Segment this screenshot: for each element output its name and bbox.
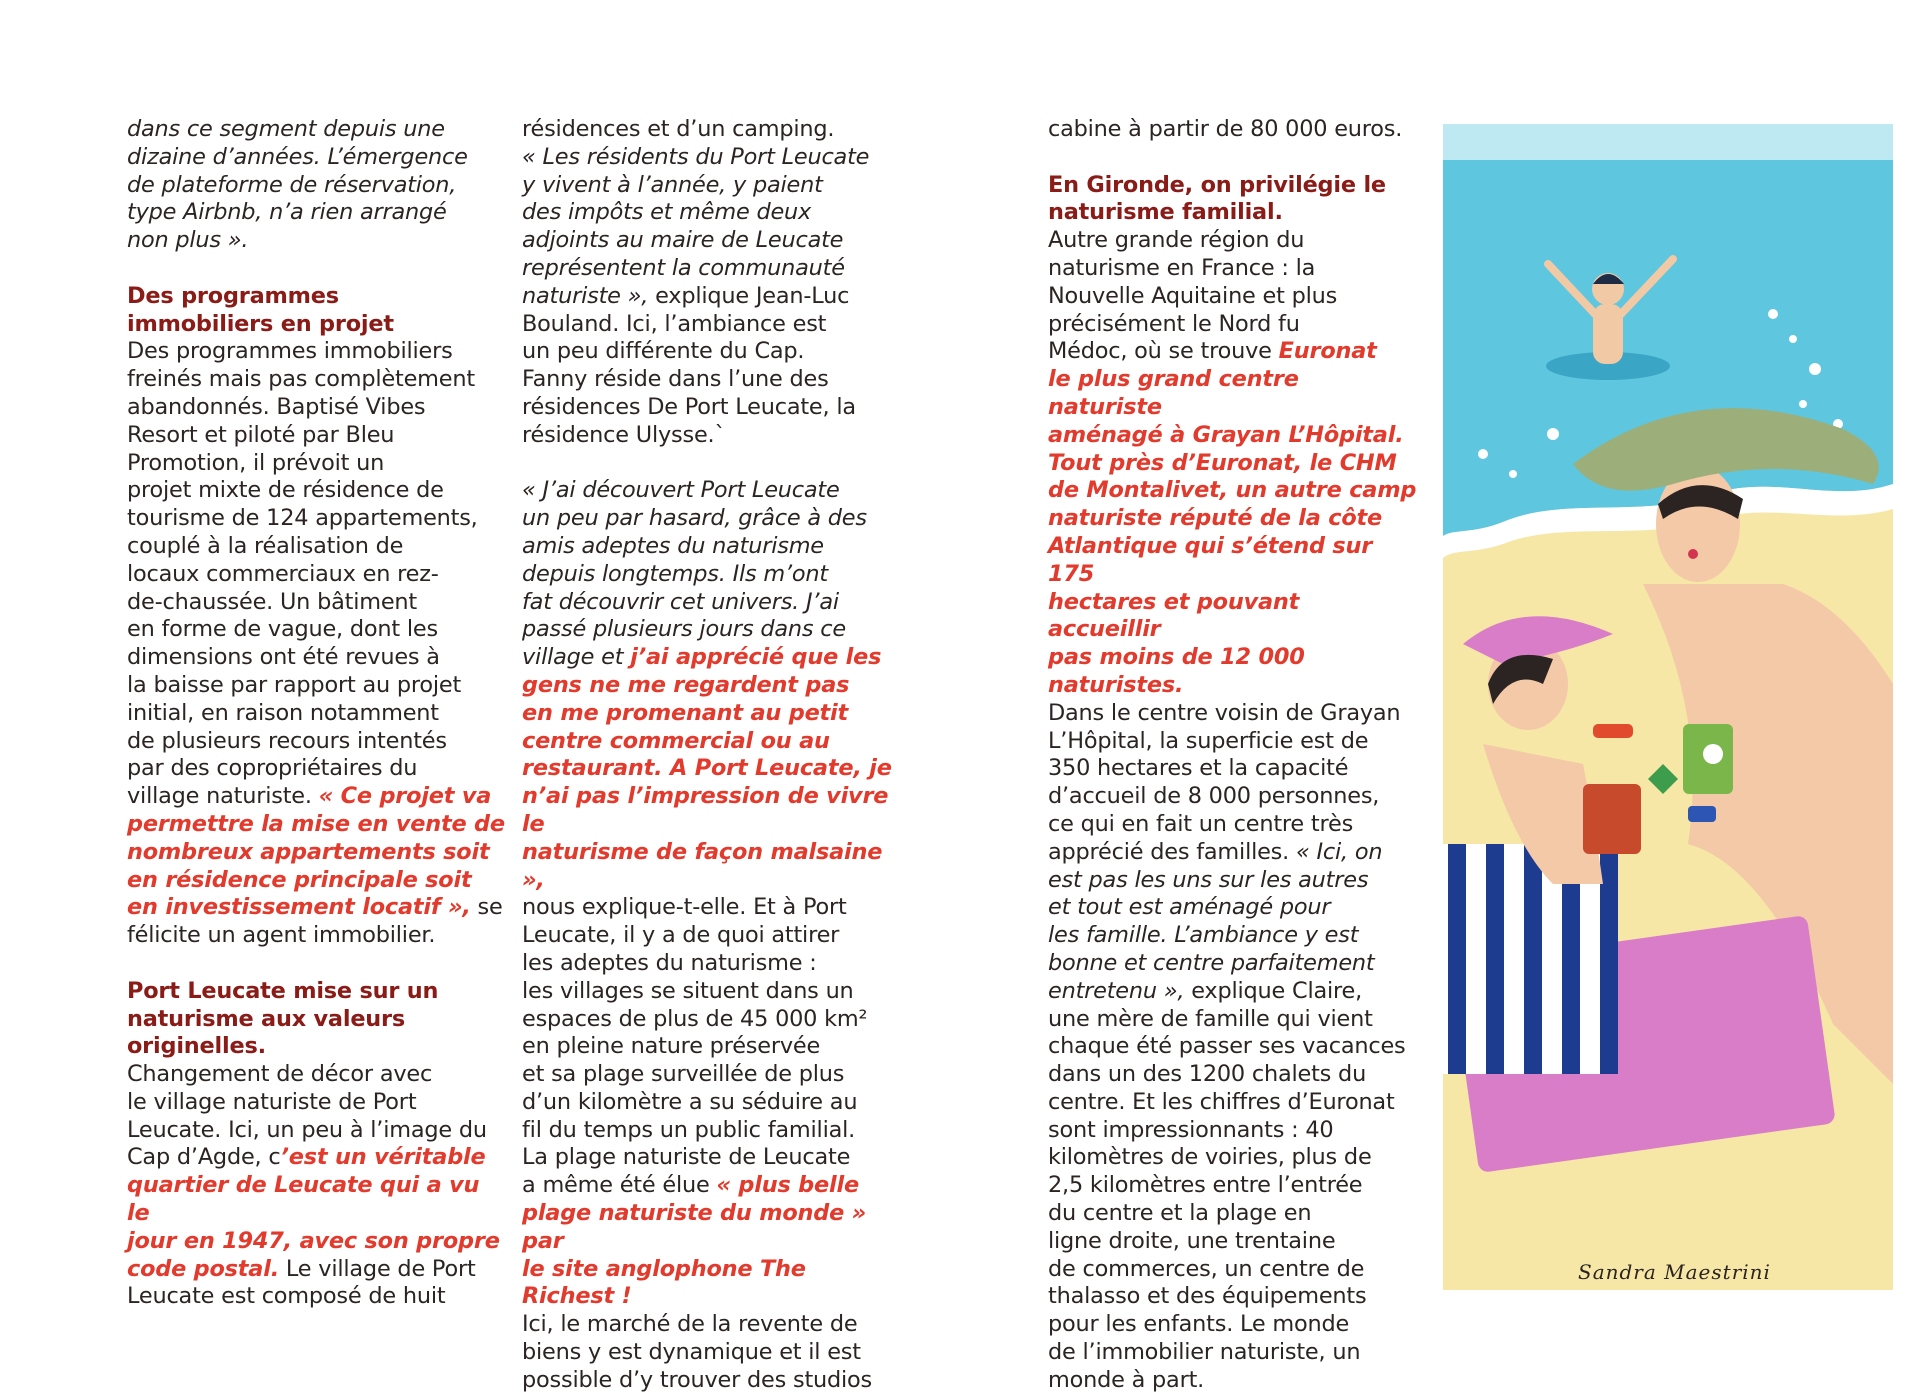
text-column-1 (127, 116, 507, 1311)
paragraph-residents (522, 144, 902, 450)
quote-text: « Les résidents du Port Leucate y vivent à l’année, y paient des impôts et même deux adjoints au maire de Leucate représentent la communauté naturiste », (522, 143, 870, 309)
paragraph-line: résidences et d’un camping. (522, 116, 835, 142)
artist-signature: Sandra Maestrini (1578, 1260, 1771, 1284)
paragraph-port-leucate (127, 1061, 507, 1311)
section-heading-port-leucate: Port Leucate mise sur un naturisme aux valeurs originelles. (127, 977, 439, 1060)
paragraph-text: se félicite un agent immobilier. (127, 894, 503, 949)
beach-illustration (1443, 124, 1893, 1290)
paragraph-line: cabine à partir de 80 000 euros. (1048, 116, 1403, 142)
highlighted-text: « plus belle plage naturiste du monde » par le site anglophone The Richest ! (522, 1172, 867, 1310)
text-column-3 (1048, 116, 1418, 1395)
paragraph-text: Changement de décor avec le village naturiste de Port Leucate. Ici, un peu à l’image du Cap d’Agde, c (127, 1061, 487, 1171)
highlighted-text: Euronat le plus grand centre naturiste aménagé à Grayan L’Hôpital. Tout près d’Euronat, le CHM de Montalivet, un autre camp naturiste réputé de la côte Atlantique qui s’étend sur 175 hectares et pouvant accueillir pas moins de 12 000 naturistes. (1048, 338, 1417, 698)
highlighted-quote: « Ce projet va permettre la mise en vente de nombreux appartements soit en résidence principale soit en investissement locatif », (127, 783, 505, 921)
intro-quote: dans ce segment depuis une dizaine d’années. L’émergence de plateforme de réservation, type Airbnb, n’a rien arrangé non plus ». (127, 116, 468, 254)
paragraph-text: Dans le centre voisin de Grayan L’Hôpital, la superficie est de 350 hectares et la capacité d’accueil de 8 000 personnes, ce qui en fait un centre très apprécié des familles. (1048, 699, 1401, 865)
quote-text: « Ici, on est pas les uns sur les autres et tout est aménagé pour les famille. L’ambiance y est bonne et centre parfaitement entretenu », (1048, 838, 1383, 1004)
quote-text: « J’ai découvert Port Leucate un peu par hasard, grâce à des amis adeptes du naturisme depuis longtemps. Ils m’ont fat découvrir cet univers. J’ai passé plusieurs jours dans ce village et (522, 477, 867, 671)
highlighted-quote: j’ai apprécié que les gens ne me regardent pas en me promenant au petit centre commercial ou au restaurant. A Port Leucate, je n’ai pas l’impression de vivre le naturisme de façon malsaine », (522, 644, 892, 893)
paragraph-text: Des programmes immobiliers freinés mais pas complètement abandonnés. Baptisé Vibes Resort et piloté par Bleu Promotion, il prévoit un projet mixte de résidence de tourisme de 124 appartements, couplé à la réalisation de locaux commerciaux en rez- de-chaussée. Un bâtiment en forme de vague, dont les dimensions ont été revues à la baisse par rapport au projet initial, en raison notamment de plusieurs recours intentés par des copropriétaires du village naturiste. (127, 338, 478, 810)
section-heading-gironde: En Gironde, on privilégie le naturisme familial. (1048, 171, 1386, 226)
paragraph-gironde (1048, 227, 1418, 1394)
paragraph-text: explique Jean-Luc Bouland. Ici, l’ambiance est un peu différente du Cap. Fanny réside dans l’une des résidences De Port Leucate, la résidence Ulysse.` (522, 282, 856, 448)
highlighted-text: ’est un véritable quartier de Leucate qui a vu le jour en 1947, avec son propre code postal. (127, 1144, 500, 1282)
text-column-2 (522, 116, 902, 1395)
paragraph-text: explique Claire, une mère de famille qui vient chaque été passer ses vacances dans un des 1200 chalets du centre. Et les chiffres d’Euronat sont impressionnants : 40 kilomètres de voiries, plus de 2,5 kilomètres entre l’entrée du centre et la plage en ligne droite, une trentaine de commerces, un centre de thalasso et des équipements pour les enfants. Le monde de l’immobilier naturiste, un monde à part. (1048, 977, 1406, 1393)
paragraph-programmes (127, 338, 507, 950)
paragraph-text: nous explique-t-elle. Et à Port Leucate, il y a de quoi attirer les adeptes du naturisme : les villages se situent dans un espaces de plus de 45 000 km² en pleine nature préservée et sa plage surveillée de plus d’un kilomètre a su séduire au fil du temps un public familial. La plage naturiste de Leucate a même été élue (522, 894, 868, 1199)
paragraph-text: Autre grande région du naturisme en France : la Nouvelle Aquitaine et plus précisément le Nord fu Médoc, où se trouve (1048, 227, 1338, 365)
section-heading-programmes: Des programmes immobiliers en projet (127, 282, 394, 337)
paragraph-text: Le village de Port Leucate est composé de huit (127, 1255, 476, 1310)
paragraph-fanny (522, 477, 902, 1394)
paragraph-text: Ici, le marché de la revente de biens y est dynamique et il est possible d’y trouver des studios (522, 1311, 873, 1393)
sky-strip (1443, 124, 1893, 160)
